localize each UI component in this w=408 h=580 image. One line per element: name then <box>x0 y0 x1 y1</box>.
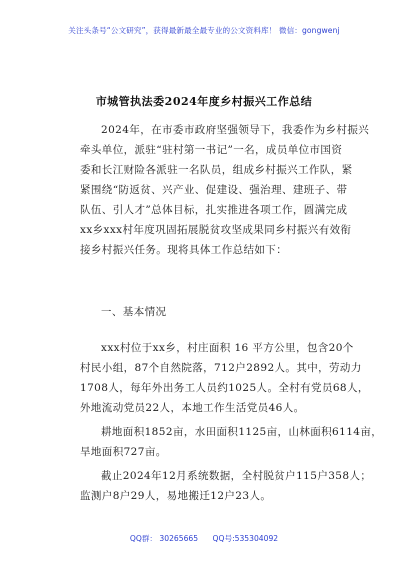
intro-line: 队伍、引人才”总体目标，扎实推进各项工作，圆满完成 <box>80 204 348 216</box>
land-area-paragraph <box>80 422 383 462</box>
para-line: 截止2024年12月系统数据，全村脱贫户115户358人； <box>101 470 372 482</box>
intro-line: 2024年，在市委市政府坚强领导下，我委作为乡村振兴 <box>101 124 370 136</box>
intro-line: 委和长江财险各派驻一名队员，组成乡村振兴工作队，紧 <box>80 164 353 176</box>
qq-number-text: QQ号:535304092 <box>212 534 279 543</box>
intro-line: 紧围绕“防返贫、兴产业、促建设、强治理、建班子、带 <box>80 184 348 196</box>
para-line: 村民小组，87个自然院落，712户2892人。其中，劳动力 <box>80 362 362 374</box>
section-heading <box>80 302 353 322</box>
footer-contact <box>0 533 408 544</box>
qq-group-text: QQ群： 30265665 <box>129 534 199 543</box>
para-line: 耕地面积1852亩，水田面积1125亩，山林面积6114亩， <box>101 426 383 438</box>
poverty-data-paragraph <box>80 466 372 506</box>
intro-line: 牵头单位，派驻“驻村第一书记”一名，成员单位市国资 <box>80 144 343 156</box>
para-line: 1708人，每年外出务工人员约1025人。全村有党员68人， <box>80 382 369 394</box>
intro-line: xx乡xxx村年度巩固拓展脱贫攻坚成果同乡村振兴有效衔 <box>80 224 352 236</box>
para-line: 旱地面积727亩。 <box>80 446 167 458</box>
intro-line: 接乡村振兴任务。现将具体工作总结如下： <box>80 244 288 256</box>
header-banner: 关注头条号“公文研究”，获得最新最全最专业的公文资料库！ 微信：gongwenj <box>68 26 340 35</box>
para-line: xxx村位于xx乡，村庄面积 16 平方公里，包含20个 <box>101 342 354 354</box>
section-heading-text: 一、基本情况 <box>101 306 167 318</box>
basic-info-paragraph <box>80 338 369 418</box>
intro-paragraph <box>80 120 370 260</box>
document-title: 市城管执法委2024年度乡村振兴工作总结 <box>95 95 313 108</box>
para-line: 监测户8户29人，易地搬迁12户23人。 <box>80 490 272 502</box>
para-line: 外地流动党员22人，本地工作生活党员46人。 <box>80 402 305 414</box>
